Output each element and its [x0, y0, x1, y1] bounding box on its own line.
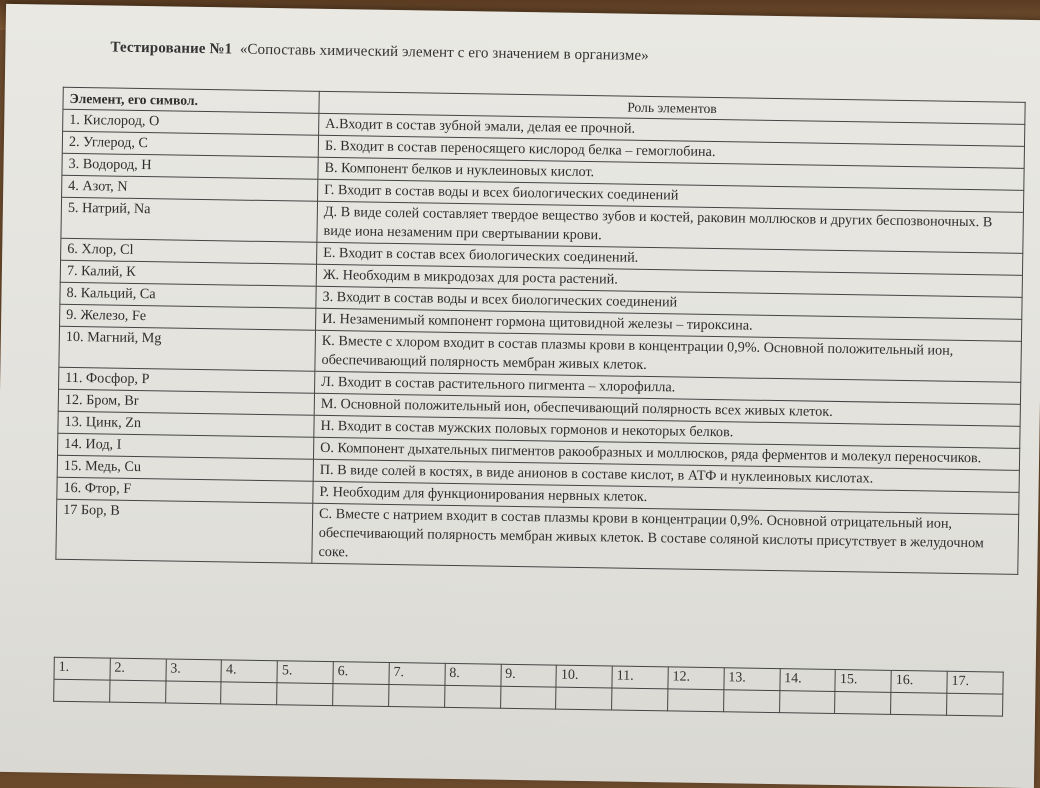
- answer-number-cell: 8.: [445, 663, 501, 686]
- answer-input-cell[interactable]: [835, 691, 891, 714]
- answer-number-cell: 1.: [54, 657, 110, 680]
- role-cell: С. Вместе с натрием входит в состав плазмы крови в концентрации 0,9%. Основной отрицательный ион, обеспечивающий полярность мембран живых клеток. В составе соляной кислоты присутствует в желудочном соке.: [312, 503, 1019, 574]
- element-cell: 5. Натрий, Na: [61, 197, 318, 242]
- answer-number-cell: 17.: [947, 671, 1003, 694]
- answer-number-cell: 16.: [891, 670, 947, 693]
- answer-input-cell[interactable]: [333, 684, 389, 707]
- answer-input-cell[interactable]: [54, 679, 110, 702]
- element-cell: 4. Азот, N: [62, 175, 318, 201]
- role-cell: Е. Входит в состав всех биологических соединений.: [317, 242, 1023, 275]
- element-cell: 1. Кислород, О: [63, 109, 319, 135]
- answer-number-cell: 6.: [333, 662, 389, 685]
- element-cell: 15. Медь, Cu: [57, 455, 313, 481]
- title-text: «Сопоставь химический элемент с его значением в организме»: [239, 41, 649, 64]
- element-cell: 14. Иод, I: [58, 433, 314, 459]
- element-cell: 16. Фтор, F: [57, 477, 313, 503]
- worksheet-paper: [0, 4, 1040, 788]
- answer-number-cell: 11.: [612, 666, 668, 689]
- element-cell: 11. Фосфор, Р: [59, 367, 315, 393]
- role-cell: К. Вместе с хлором входит в состав плазмы крови в концентрации 0,9%. Основной положительный ион, обеспечивающий полярность мембран живых клеток.: [315, 330, 1022, 382]
- element-cell: 8. Кальций, Са: [60, 282, 316, 308]
- answer-input-cell[interactable]: [221, 682, 277, 705]
- element-cell: 10. Магний, Mg: [59, 326, 316, 371]
- role-cell: Б. Входит в состав переносящего кислород белка – гемоглобина.: [318, 135, 1024, 168]
- element-cell: 12. Бром, Br: [58, 389, 314, 415]
- role-cell: П. В виде солей в костях, в виде анионов в составе кислот, в АТФ и нуклеиновых кислотах.: [313, 459, 1019, 492]
- header-role: Роль элементов: [319, 91, 1025, 124]
- title-prefix: Тестирование №1: [110, 39, 233, 58]
- answer-input-cell[interactable]: [444, 685, 500, 708]
- header-element: Элемент, его символ.: [63, 87, 319, 113]
- element-cell: 2. Углерод, С: [62, 131, 318, 157]
- matching-table: [55, 87, 1025, 575]
- answer-number-cell: 2.: [110, 658, 166, 681]
- answer-input-cell[interactable]: [668, 689, 724, 712]
- role-cell: Д. В виде солей составляет твердое вещество зубов и костей, раковин моллюсков и других беспозвоночных. В виде иона незаменим при свертывании крови.: [317, 201, 1024, 253]
- answer-input-cell[interactable]: [109, 680, 165, 703]
- answer-input-cell[interactable]: [779, 691, 835, 714]
- page-title: [110, 40, 649, 65]
- answer-input-cell[interactable]: [165, 681, 221, 704]
- element-cell: 17 Бор, В: [56, 499, 313, 563]
- role-cell: З. Входит в состав воды и всех биологических соединений: [316, 286, 1022, 319]
- answer-grid: [53, 657, 1004, 717]
- role-cell: Л. Входит в состав растительного пигмента – хлорофилла.: [315, 371, 1021, 404]
- role-cell: Р. Необходим для функционирования нервных клеток.: [313, 481, 1019, 514]
- role-cell: А.Входит в состав зубной эмали, делая ее прочной.: [319, 113, 1025, 146]
- answer-number-cell: 5.: [277, 661, 333, 684]
- role-cell: М. Основной положительный ион, обеспечивающий полярность всех живых клеток.: [314, 393, 1020, 426]
- answer-number-cell: 4.: [221, 660, 277, 683]
- role-cell: О. Компонент дыхательных пигментов ракообразных и моллюсков, ряда ферментов и молекул переносчиков.: [313, 437, 1019, 470]
- element-cell: 3. Водород, Н: [62, 153, 318, 179]
- answer-number-cell: 14.: [779, 669, 835, 692]
- element-cell: 6. Хлор, Cl: [61, 238, 317, 264]
- answer-number-cell: 3.: [166, 659, 222, 682]
- answer-input-cell[interactable]: [723, 690, 779, 713]
- answer-number-cell: 15.: [835, 669, 891, 692]
- role-cell: Н. Входит в состав мужских половых гормонов и некоторых белков.: [314, 415, 1020, 448]
- element-cell: 7. Калий, К: [60, 260, 316, 286]
- answer-input-cell[interactable]: [556, 687, 612, 710]
- role-cell: И. Незаменимый компонент гормона щитовидной железы – тироксина.: [316, 308, 1022, 341]
- answer-number-cell: 12.: [668, 667, 724, 690]
- role-cell: В. Компонент белков и нуклеиновых кислот.: [318, 157, 1024, 190]
- table-body: [56, 109, 1025, 574]
- element-cell: 9. Железо, Fe: [60, 304, 316, 330]
- answer-input-cell[interactable]: [891, 692, 947, 715]
- answer-input-cell[interactable]: [500, 686, 556, 709]
- answer-input-cell[interactable]: [612, 688, 668, 711]
- answer-number-cell: 13.: [724, 668, 780, 691]
- answer-input-cell[interactable]: [277, 683, 333, 706]
- role-cell: Г. Входит в состав воды и всех биологических соединений: [318, 179, 1024, 212]
- answer-number-cell: 10.: [556, 665, 612, 688]
- element-cell: 13. Цинк, Zn: [58, 411, 314, 437]
- role-cell: Ж. Необходим в микродозах для роста растений.: [316, 264, 1022, 297]
- answer-input-cell[interactable]: [947, 693, 1003, 716]
- answer-number-cell: 9.: [500, 664, 556, 687]
- answer-input-cell[interactable]: [388, 684, 444, 707]
- answer-number-cell: 7.: [389, 662, 445, 685]
